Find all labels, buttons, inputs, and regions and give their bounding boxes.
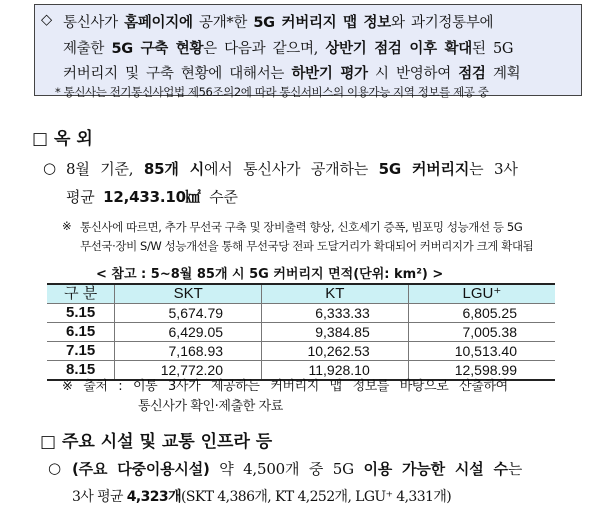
summary-footnote: * 통신사는 전기통신사업법 제56조의2에 따라 통신서비스의 이용가능 지역 정보를 제공 중 [55,85,489,99]
row-date: 6.15 [47,323,115,342]
checkbox-square-icon: □ [32,129,49,149]
emphasized-text: 하반기 평가 [291,66,368,82]
row-date: 7.15 [47,342,115,361]
section-heading-outdoor [32,124,93,149]
section-heading-facilities [40,427,272,452]
text-segment: 은 다음과 같으며, [203,41,326,57]
text-segment: 된 5G [471,41,514,57]
cell-skt: 6,429.05 [115,323,262,342]
cell-kt: 9,384.85 [262,323,409,342]
source-line-2: 통신사가 확인·제출한 자료 [138,399,283,414]
table-row [47,342,555,361]
bullet-icon: ○ [48,459,61,477]
summary-line-2 [63,37,513,58]
text-segment: 시 반영하여 [367,66,459,82]
emphasized-text: 5G 구축 현황 [111,41,204,57]
emphasized-text: 12,433.10㎢ [103,188,201,206]
header-kt: KT [262,284,409,304]
source-line-1: ※ 출처 : 이통 3사가 제공하는 커버리지 맵 정보를 바탕으로 산출하여 [62,379,508,394]
summary-line-1 [63,11,493,32]
text-segment: 에서 통신사가 공개하는 [204,160,379,178]
text-segment: 공개*한 [192,15,254,31]
facilities-line-1 [72,458,522,479]
text-segment: 계획 [485,66,521,82]
outdoor-line-2 [66,186,238,207]
text-segment: 약 4,500개 중 5G [209,460,364,478]
emphasized-text: 이용 가능한 시설 수 [363,460,508,478]
outdoor-line-1 [66,158,518,179]
emphasized-text: 홈페이지에 [124,15,193,31]
table-row [47,304,555,323]
checkbox-square-icon: □ [40,432,57,452]
row-date: 8.15 [47,361,115,381]
cell-kt: 11,928.10 [262,361,409,381]
note-line-1: 통신사에 따르면, 추가 무선국 구축 및 장비출력 향상, 신호세기 증폭, 빔포밍 성능개선 등 5G [80,220,523,234]
text-segment: 수준 [200,188,238,206]
header-lgu: LGU⁺ [408,284,555,304]
text-segment: 평균 [66,188,104,206]
coverage-table [47,283,555,381]
emphasized-text: 85개 시 [143,160,204,178]
emphasized-text: (주요 다중이용시설) [72,460,210,478]
text-segment: 커버리지 및 구축 현황에 대해서는 [63,66,292,82]
emphasized-text: 4,323개 [126,489,181,505]
cell-skt: 5,674.79 [115,304,262,323]
text-segment: 는 [507,460,523,478]
text-segment: 통신사가 [63,15,125,31]
text-segment: 제출한 [63,41,112,57]
cell-kt: 6,333.33 [262,304,409,323]
header-skt: SKT [115,284,262,304]
text-segment: 8월 기준, [66,160,144,178]
note-marker-icon: ※ [62,219,72,233]
emphasized-text: 5G 커버리지 맵 정보 [253,15,391,31]
cell-kt: 10,262.53 [262,342,409,361]
facilities-line-2 [72,486,451,506]
text-segment: 와 과기정통부에 [390,15,494,31]
text-segment: 는 3사 [469,160,518,178]
emphasized-text: 상반기 점검 이후 확대 [325,41,472,57]
header-category: 구 분 [47,284,115,304]
cell-lgu: 7,005.38 [408,323,555,342]
table-row [47,323,555,342]
diamond-marker-icon: ◇ [41,12,52,28]
summary-box [34,4,582,99]
row-date: 5.15 [47,304,115,323]
table-caption: < 참고 : 5~8월 85개 시 5G 커버리지 면적(단위: km²) > [96,267,444,282]
text-segment: (SKT 4,386개, KT 4,252개, LGU⁺ 4,331개) [181,489,452,505]
emphasized-text: 5G 커버리지 [378,160,470,178]
cell-lgu: 10,513.40 [408,342,555,361]
emphasized-text: 점검 [458,66,486,82]
text-segment: 3사 평균 [72,489,127,505]
cell-lgu: 12,598.99 [408,361,555,381]
table-header-row [47,284,555,304]
summary-line-3 [63,62,520,83]
note-line-2: 무선국·장비 S/W 성능개선을 통해 무선국당 전파 도달거리가 확대되어 커버리지가 크게 확대됨 [80,239,534,253]
section-title: 주요 시설 및 교통 인프라 등 [61,432,273,452]
cell-skt: 12,772.20 [115,361,262,381]
cell-skt: 7,168.93 [115,342,262,361]
bullet-icon: ○ [43,159,56,177]
section-title: 옥 외 [53,129,93,149]
cell-lgu: 6,805.25 [408,304,555,323]
